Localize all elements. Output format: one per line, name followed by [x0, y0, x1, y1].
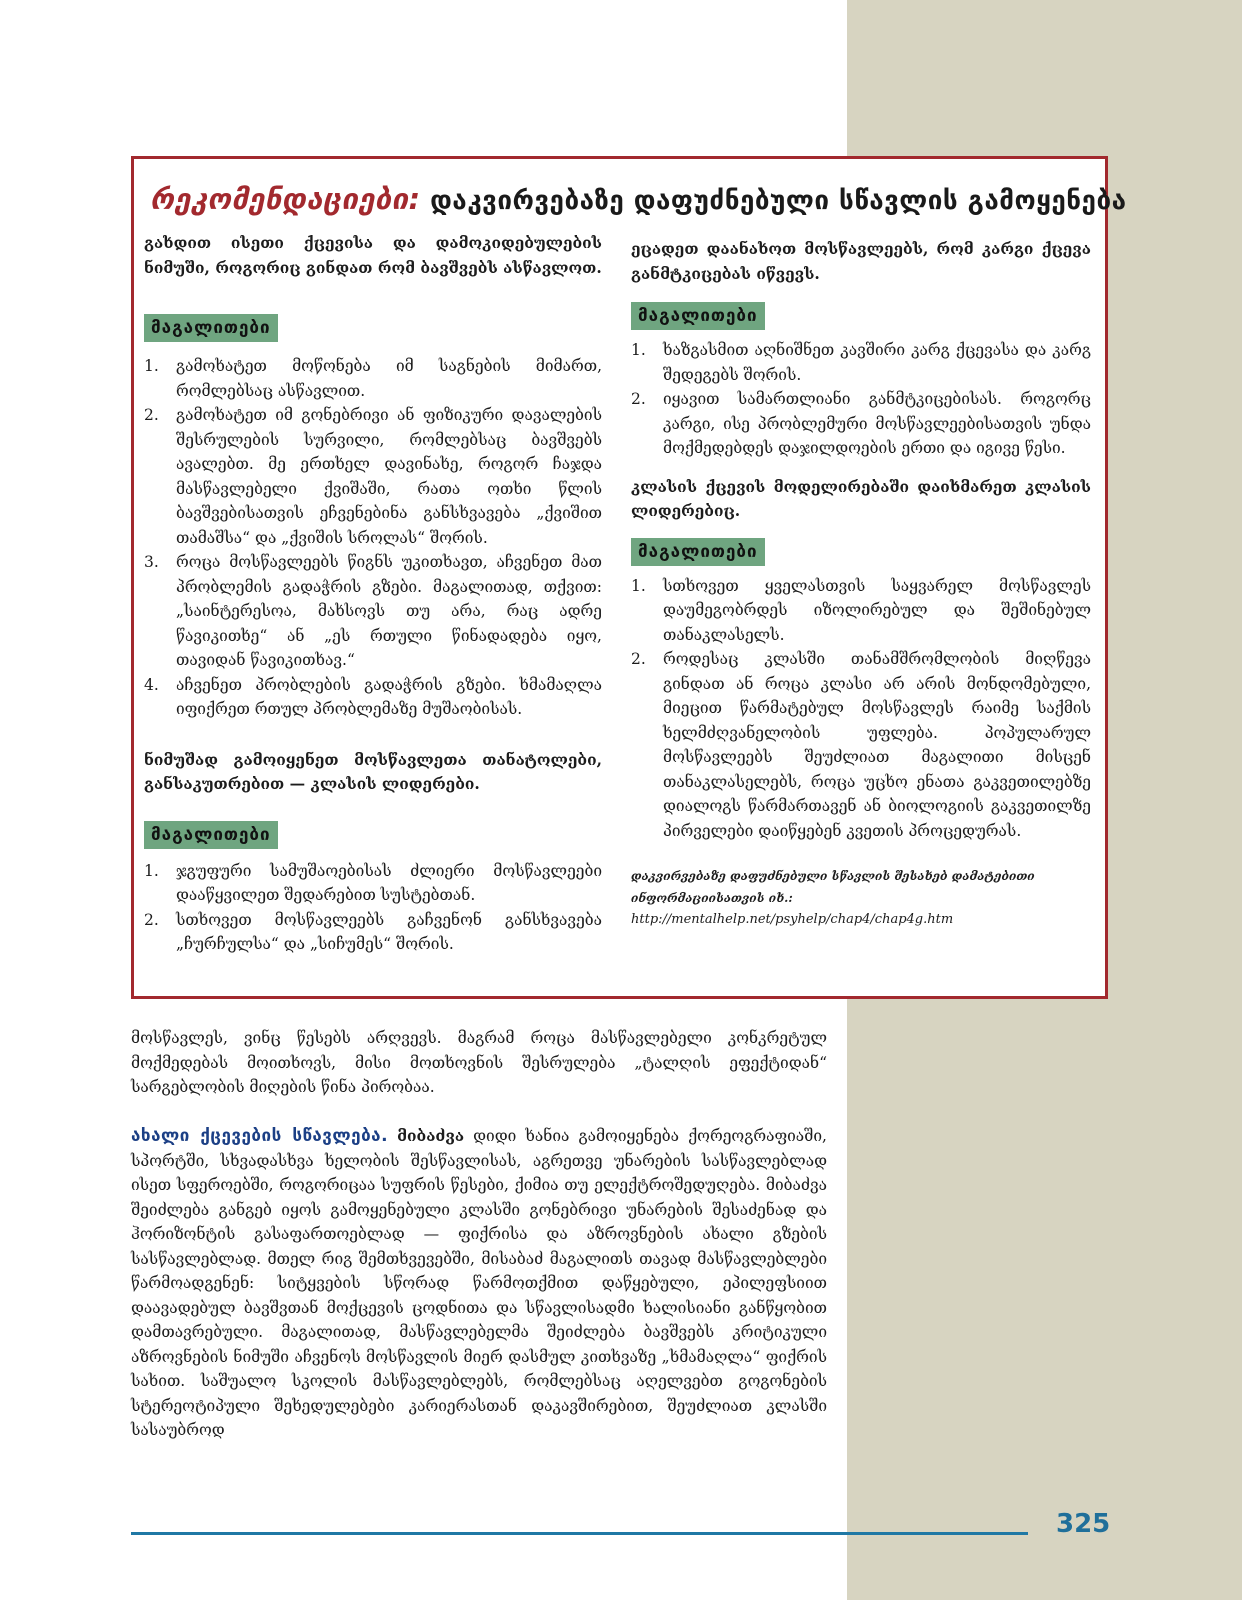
- reference-text: დაკვირვებაზე დაფუძნებული სწავლის შესახებ დამატებითი ინფორმაციისათვის იხ.:: [631, 869, 1035, 905]
- list-item: 2. როდესაც კლასში თანამშრომლობის მიღწევა გინდათ ან როცა კლასი არ არის მონდომებული, მიეცით წარმატებულ მოსწავლეს რაიმე საქმის ხელმძღვანელობის უფლება. პოპულარულ მოსწავლეებს შეუძლიათ მაგალითი მისცენ თანაკლასელებს, როცა უცხო ენათა გაკვეთილებზე დიალოგს წარმართავენ ან ბიოლოგიის გაკვეთილზე პირველები დაიწყებენ კვეთის პროცედურას.: [631, 650, 1091, 840]
- footer-rule: [131, 1532, 1028, 1535]
- examples-list: [144, 354, 602, 722]
- recommendations-box: [131, 156, 1127, 999]
- examples-label: მაგალითები: [144, 314, 278, 342]
- box-title-label: რეკომენდაციები:: [150, 182, 421, 216]
- right-intro: ეცადეთ დაანახოთ მოსწავლეებს, რომ კარგი ქცევა განმტკიცებას იწვევს.: [631, 239, 1091, 283]
- section-text: დიდი ხანია გამოიყენება ქორეოგრაფიაში, სპორტში, სხვადასხვა ხელობის შესწავლისას, აგრეთვე უნარების სასწავლებლად ისეთ სფეროებში, როგორიცაა სუფრის წესები, ქიმია თუ ელექტროშედუღება. მიბაძვა შეიძლება განგებ იყოს გამოყენებული კლასში გონებრივი უნარების შესაძენად და ჰორიზონტის გასაფართოებლად — ფიქრისა და აზროვნების ახალი გზების სასწავლებლად. მთელ რიგ შემთხვევებში, მისაბაძ მაგალითს თავად მასწავლებლები წარმოადგენენ: სიტყვების სწორად წარმოთქმით დაწყებული, ეპილეფსიით დაავადებულ ბავშვთან მოქცევის ცოდნითა და სწავლისადმი ხალისიანი განწყობით დამთავრებული. მაგალითად, მასწავლებელმა შეიძლება ბავშვებს კრიტიკული აზროვნების ნიმუში აჩვენოს მოსწავლის მიერ დასმულ კითხვაზე „ხმამაღლა“ ფიქრის სახით. საშუალო სკოლის მასწავლებლებს, რომლებსაც აღელვებთ გოგონების სტერეოტიპული შეხედულებები კარიერასთან დაკავშირებით, შეუძლიათ კლასში სასაუბროდ: [131, 1127, 827, 1439]
- list-item: 1. ჯგუფური სამუშაოებისას ძლიერი მოსწავლეები დააწყვილეთ შედარებით სუსტებთან.: [144, 861, 602, 904]
- section-lead-word: მიბაძვა: [397, 1126, 465, 1145]
- examples-list: [144, 859, 602, 957]
- right-para-2: კლასის ქცევის მოდელირებაში დაიხმარეთ კლასის ლიდერებიც.: [631, 476, 1091, 520]
- examples-list: [631, 574, 1091, 844]
- examples-list: [631, 338, 1091, 461]
- list-item: 2. გამოხატეთ იმ გონებრივი ან ფიზიკური დავალების შესრულების სურვილი, რომლებსაც ბავშვებს ავალებთ. მე ერთხელ დავინახე, როგორ ჩაჯდა მასწავლებელი ქვიშაში, რათა ოთხი წლის ბავშვებისათვის ეჩვენებინა განსხვავება „ქვიშით თამაშსა“ და „ქვიშის სროლას“ შორის.: [144, 406, 602, 547]
- list-item: 3. როცა მოსწავლეებს წიგნს უკითხავთ, აჩვენეთ მათ პრობლემის გადაჭრის გზები. მაგალითად, თქვით: „საინტერესოა, მახსოვს თუ არა, რაც ადრე წავიკითხე“ ან „ეს რთული წინადადება იყო, თავიდან წავიკითხავ.“: [144, 553, 602, 669]
- section-heading: ახალი ქცევების სწავლება.: [131, 1126, 389, 1146]
- page-number: 325: [1056, 1509, 1111, 1539]
- examples-label: მაგალითები: [631, 538, 765, 566]
- left-intro: გახდით ისეთი ქცევისა და დამოკიდებულების ნიმუში, როგორიც გინდათ რომ ბავშვებს ასწავლოთ.: [144, 233, 602, 277]
- box-title: [150, 181, 1127, 219]
- box-right-column: [631, 237, 1091, 931]
- list-item: 4. აჩვენეთ პრობლების გადაჭრის გზები. ხმამაღლა იფიქრეთ რთულ პრობლემაზე მუშაობისას.: [144, 675, 602, 718]
- examples-label: მაგალითები: [631, 302, 765, 330]
- box-left-column: [144, 231, 602, 957]
- examples-label: მაგალითები: [144, 821, 278, 849]
- body-paragraph-2: [131, 1124, 827, 1443]
- box-title-text: დაკვირვებაზე დაფუძნებული სწავლის გამოყენება: [430, 186, 1127, 216]
- body-paragraph-1: მოსწავლეს, ვინც წესებს არღვევს. მაგრამ როცა მასწავლებელი კონკრეტულ მოქმედებას მოითხოვს, მისი მოთხოვნის შესრულება „ტალღის ეფექტიდან“ სარგებლობის მიღების წინა პირობაა.: [131, 1029, 827, 1096]
- reference-link[interactable]: http://mentalhelp.net/psyhelp/chap4/chap4g.htm: [631, 912, 954, 927]
- list-item: 1. გამოხატეთ მოწონება იმ საგნების მიმართ, რომლებსაც ასწავლით.: [144, 357, 602, 400]
- left-para-2: ნიმუშად გამოიყენეთ მოსწავლეთა თანატოლები, განსაკუთრებით — კლასის ლიდერები.: [144, 749, 602, 793]
- list-item: 1. ხაზგასმით აღნიშნეთ კავშირი კარგ ქცევასა და კარგ შედეგებს შორის.: [631, 341, 1091, 384]
- list-item: 1. სთხოვეთ ყველასთვის საყვარელ მოსწავლეს დაუმეგობრდეს იზოლირებულ და შეშინებულ თანაკლასელს.: [631, 576, 1091, 644]
- list-item: 2. სთხოვეთ მოსწავლეებს გაჩვენონ განსხვავება „ჩურჩულსა“ და „სიჩუმეს“ შორის.: [144, 910, 602, 953]
- list-item: 2. იყავით სამართლიანი განმტკიცებისას. როგორც კარგი, ისე პრობლემური მოსწავლეებისათვის უნდა მოქმედებდეს დაჯილდოების ერთი და იგივე წესი.: [631, 390, 1091, 457]
